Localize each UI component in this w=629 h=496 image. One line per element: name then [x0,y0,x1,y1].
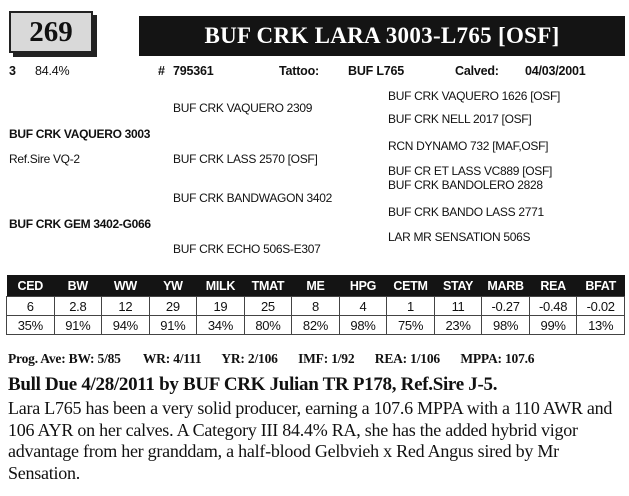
wr-value: 4/111 [173,351,202,366]
ref-sire: Ref.Sire VQ-2 [9,152,80,166]
mppa-value: 107.6 [504,351,535,366]
epd-value: -0.48 [529,297,577,316]
epd-percentile: 91% [149,316,197,335]
ds-dam: BUF CRK BANDO LASS 2771 [388,205,544,219]
epd-percentile: 75% [387,316,435,335]
epd-header: BFAT [577,275,625,297]
yr-label: YR: [221,351,245,366]
epd-header: CED [7,275,55,297]
epd-percentile-row [7,316,625,335]
calved-label: Calved: [455,64,499,78]
epd-percentile: 34% [197,316,245,335]
epd-header: TMAT [244,275,292,297]
generation: 3 [9,64,16,78]
epd-value: 2.8 [54,297,102,316]
epd-percentile: 98% [482,316,530,335]
epd-percentile: 82% [292,316,340,335]
epd-value-row [7,297,625,316]
epd-value: 11 [434,297,482,316]
reg-label: # [158,64,165,78]
ds-sire: BUF CRK BANDOLERO 2828 [388,178,543,192]
epd-header-row [7,275,625,297]
rea-value: 1/106 [410,351,440,366]
epd-value: 8 [292,297,340,316]
calved-value: 04/03/2001 [525,64,586,78]
progeny-averages [8,351,534,367]
epd-header: STAY [434,275,482,297]
headline: Bull Due 4/28/2011 by BUF CRK Julian TR P178, Ref.Sire J-5. [8,374,498,395]
epd-header: HPG [339,275,387,297]
epd-percentile: 35% [7,316,55,335]
epd-percentile: 94% [102,316,150,335]
tattoo-value: BUF L765 [348,64,405,78]
epd-header: REA [529,275,577,297]
yr-value: 2/106 [247,351,278,366]
percent-blood: 84.4% [35,64,70,78]
epd-percentile: 91% [54,316,102,335]
epd-value: -0.27 [482,297,530,316]
epd-table [6,275,625,335]
dam-sire: BUF CRK BANDWAGON 3402 [173,191,332,205]
bw-label: Prog. Ave: BW: [8,351,95,366]
epd-header: MARB [482,275,530,297]
tattoo-label: Tattoo: [279,64,320,78]
animal-name: BUF CRK LARA 3003-L765 [OSF] [204,23,560,48]
epd-value: 29 [149,297,197,316]
ss-dam: BUF CRK NELL 2017 [OSF] [388,112,532,126]
sd-dam: BUF CR ET LASS VC889 [OSF] [388,164,553,178]
epd-percentile: 80% [244,316,292,335]
sd-sire: RCN DYNAMO 732 [MAF,OSF] [388,139,549,153]
epd-value: 4 [339,297,387,316]
epd-header: WW [102,275,150,297]
epd-header: ME [292,275,340,297]
epd-header: YW [149,275,197,297]
mppa-label: MPPA: [460,351,502,366]
epd-percentile: 13% [577,316,625,335]
imf-label: IMF: [298,351,329,366]
epd-value: 1 [387,297,435,316]
epd-percentile: 99% [529,316,577,335]
epd-value: 19 [197,297,245,316]
epd-value: 25 [244,297,292,316]
sire-dam: BUF CRK LASS 2570 [OSF] [173,152,318,166]
epd-header: CETM [387,275,435,297]
sire-sire: BUF CRK VAQUERO 2309 [173,101,313,115]
dam-dam: BUF CRK ECHO 506S-E307 [173,242,321,256]
rea-label: REA: [374,351,407,366]
epd-percentile: 98% [339,316,387,335]
imf-value: 1/92 [331,351,355,366]
bw-value: 5/85 [97,351,121,366]
dd-sire: LAR MR SENSATION 506S [388,230,531,244]
epd-value: -0.02 [577,297,625,316]
title-bar [139,16,625,56]
ss-sire: BUF CRK VAQUERO 1626 [OSF] [388,89,561,103]
description: Lara L765 has been a very solid producer, earning a 107.6 MPPA with a 110 AWR and 106 AYR on her calves. A Category III 84.4% RA, she has the added hybrid vigor advantage from her granddam, a half-blood Gelbvieh x Red Angus sired by Mr Sensation. [8,398,613,483]
sire-name: BUF CRK VAQUERO 3003 [9,127,151,141]
wr-label: WR: [142,351,170,366]
reg-number: 795361 [173,64,214,78]
epd-value: 12 [102,297,150,316]
lot-number: 269 [9,11,93,53]
epd-header: BW [54,275,102,297]
epd-header: MILK [197,275,245,297]
epd-value: 6 [7,297,55,316]
dam-name: BUF CRK GEM 3402-G066 [9,217,151,231]
epd-percentile: 23% [434,316,482,335]
